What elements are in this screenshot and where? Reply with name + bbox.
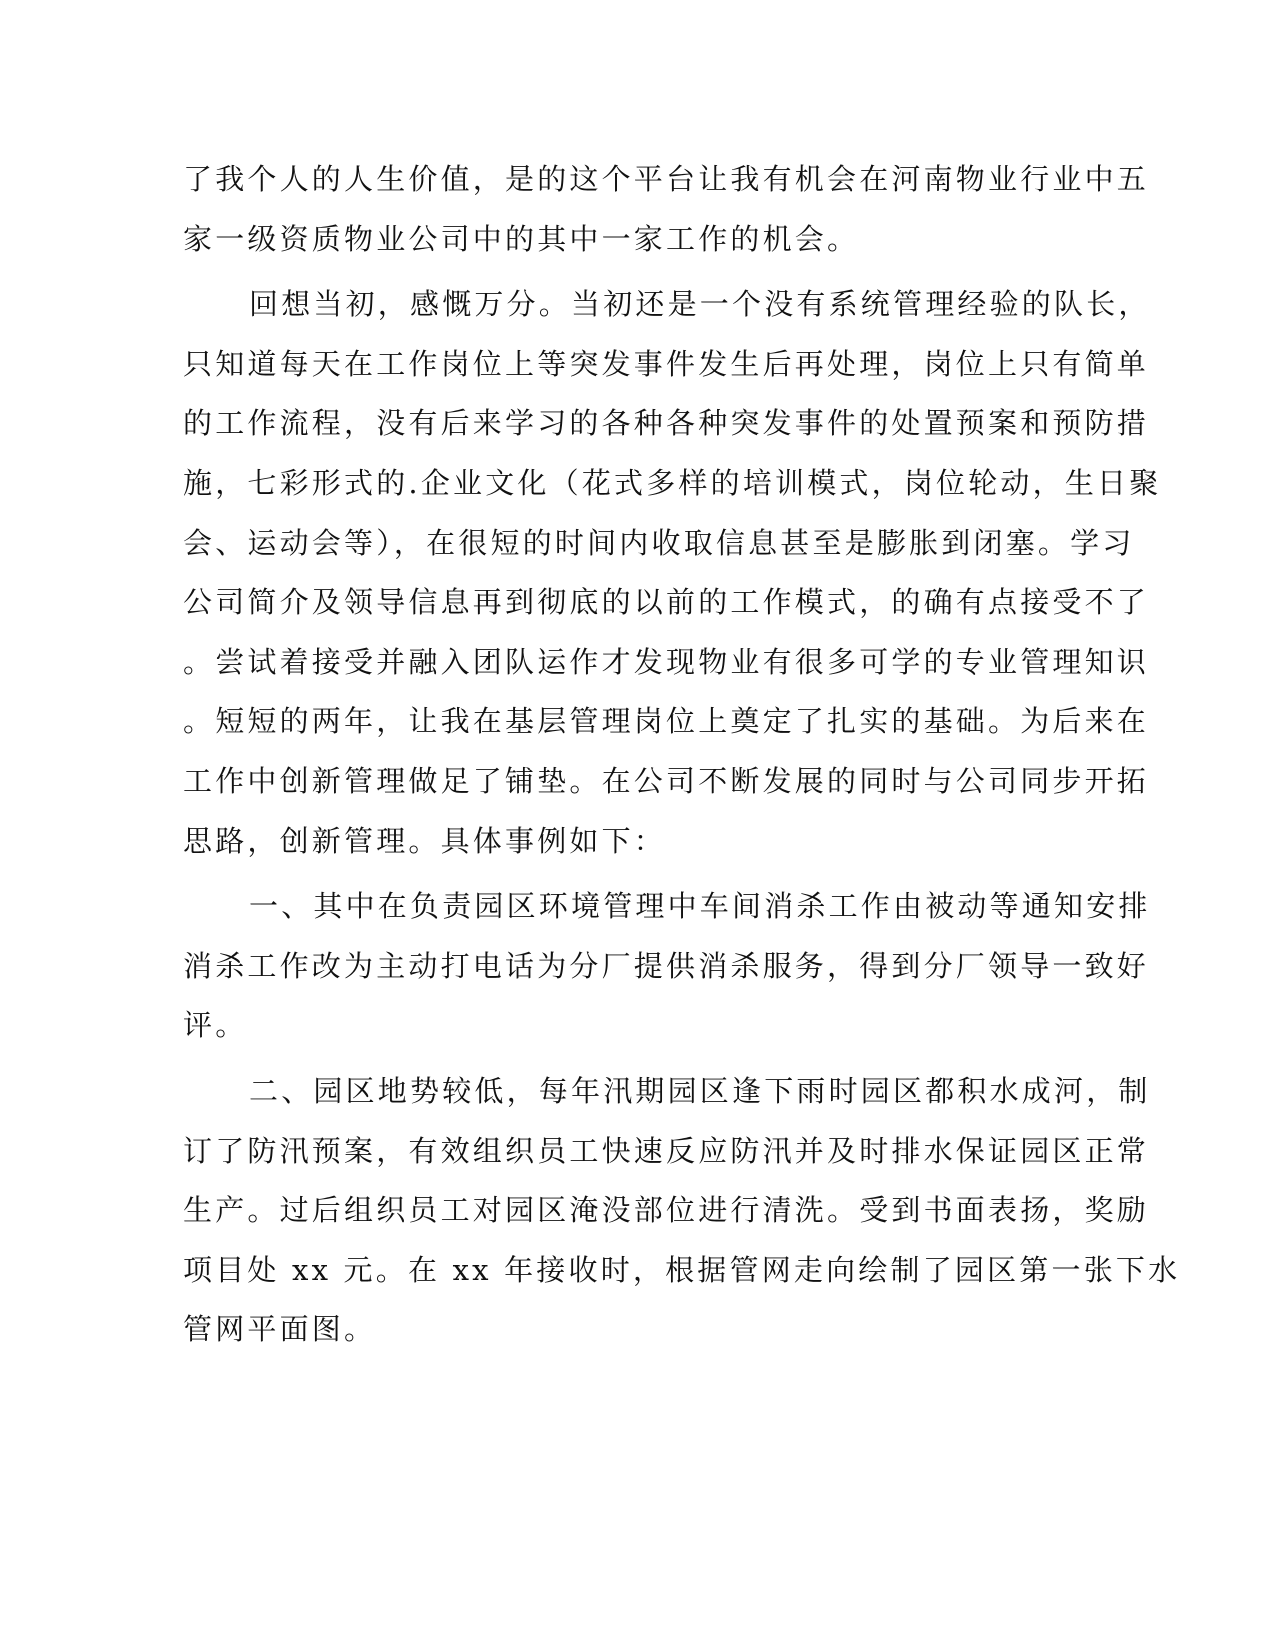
text-line: 订了防汛预案，有效组织员工快速反应防汛并及时排水保证园区正常 — [183, 1133, 1150, 1168]
text-line: 项目处 xx 元。在 xx 年接收时，根据管网走向绘制了园区第一张下水 — [183, 1252, 1181, 1287]
text-line: 只知道每天在工作岗位上等突发事件发生后再处理，岗位上只有简单 — [183, 346, 1150, 381]
text-line: 回想当初，感慨万分。当初还是一个没有系统管理经验的队长， — [249, 287, 1151, 322]
text-line: 工作中创新管理做足了铺垫。在公司不断发展的同时与公司同步开拓 — [183, 763, 1150, 798]
text-line: 家一级资质物业公司中的其中一家工作的机会。 — [183, 221, 860, 256]
paragraph-1 — [183, 150, 1150, 269]
text-line: 。短短的两年，让我在基层管理岗位上奠定了扎实的基础。为后来在 — [183, 704, 1150, 739]
paragraph-2 — [183, 275, 1162, 871]
text-line: 思路，创新管理。具体事例如下： — [183, 823, 667, 858]
text-line: 二、园区地势较低，每年汛期园区逢下雨时园区都积水成河，制 — [249, 1073, 1151, 1108]
text-line: 了我个人的人生价值，是的这个平台让我有机会在河南物业行业中五 — [183, 162, 1150, 196]
text-line: 施，七彩形式的.企业文化（花式多样的培训模式，岗位轮动，生日聚 — [183, 465, 1162, 500]
text-line: 。尝试着接受并融入团队运作才发现物业有很多可学的专业管理知识 — [183, 644, 1150, 679]
text-line: 消杀工作改为主动打电话为分厂提供消杀服务，得到分厂领导一致好 — [183, 948, 1150, 983]
body-text — [183, 150, 1181, 1360]
text-line: 评。 — [183, 1008, 248, 1043]
text-line: 生产。过后组织员工对园区淹没部位进行清洗。受到书面表扬，奖励 — [183, 1193, 1150, 1228]
text-line: 会、运动会等），在很短的时间内收取信息甚至是膨胀到闭塞。学习 — [183, 525, 1135, 560]
paragraph-4 — [183, 1062, 1181, 1360]
text-line: 一、其中在负责园区环境管理中车间消杀工作由被动等通知安排 — [249, 889, 1151, 924]
paragraph-3 — [183, 877, 1151, 1056]
text-line: 管网平面图。 — [183, 1312, 377, 1347]
text-line: 的工作流程，没有后来学习的各种各种突发事件的处置预案和预防措 — [183, 406, 1150, 441]
text-line: 公司简介及领导信息再到彻底的以前的工作模式，的确有点接受不了 — [183, 585, 1150, 620]
